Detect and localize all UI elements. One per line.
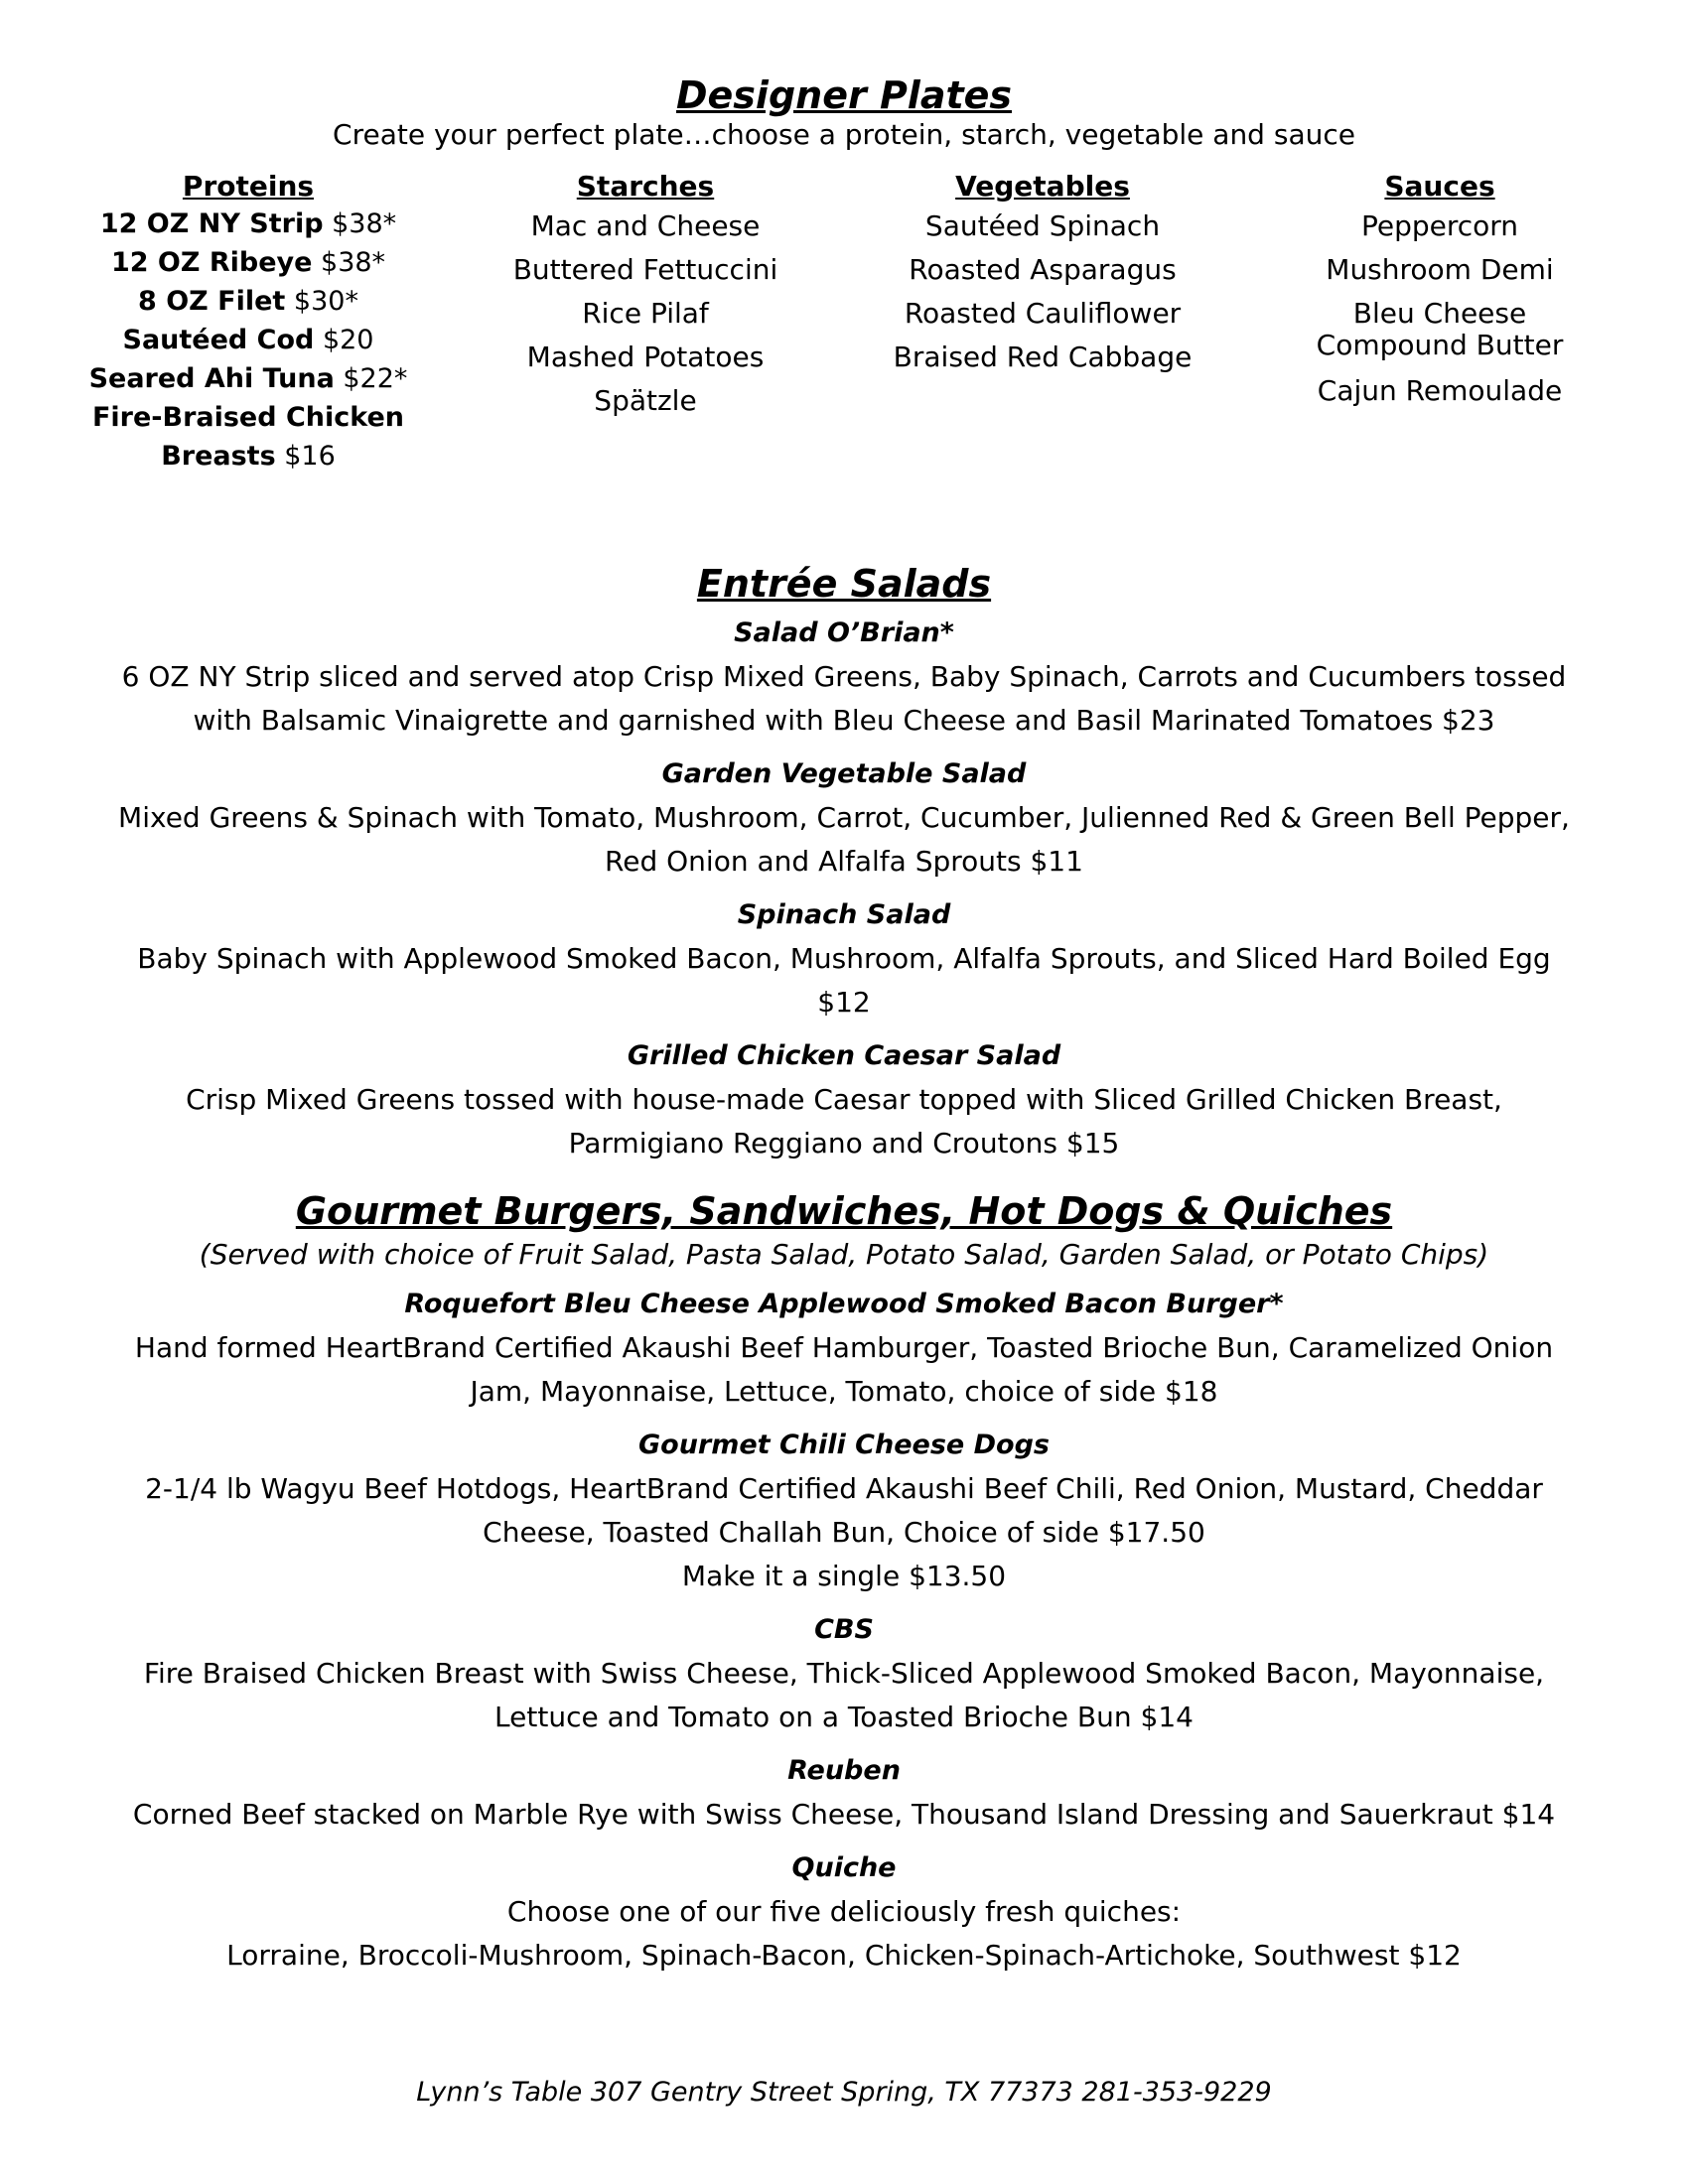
protein-name: 8 OZ Filet (138, 286, 286, 317)
sauces-column (1241, 169, 1638, 476)
protein-price: $30* (285, 286, 358, 317)
designer-plates-subtitle: Create your perfect plate…choose a protein, starch, vegetable and sauce (333, 118, 1355, 151)
starches-heading: Starches (576, 170, 715, 203)
starch-item: Rice Pilaf (582, 297, 709, 330)
item-description: Corned Beef stacked on Marble Rye with Swiss Cheese, Thousand Island Dressing and Sauerkraut $14 (132, 1798, 1556, 1831)
protein-price: $20 (314, 325, 374, 355)
starch-item: Spätzle (594, 384, 697, 417)
protein-name: Sautéed Cod (122, 325, 315, 355)
protein-name: 12 OZ NY Strip (99, 208, 324, 239)
protein-price: $16 (275, 441, 336, 472)
entree-salads-title: Entrée Salads (696, 562, 992, 606)
item-description: Fire Braised Chicken Breast with Swiss Cheese, Thick-Sliced Applewood Smoked Bacon, Mayonnaise, Lettuce and Tomato on a Toasted Brioche Bun $14 (143, 1657, 1545, 1733)
protein-item (50, 243, 447, 282)
item-description: Crisp Mixed Greens tossed with house-made Caesar topped with Sliced Grilled Chicken Breast, Parmigiano Reggiano and Croutons $15 (186, 1083, 1502, 1160)
designer-plates-columns (0, 169, 1688, 476)
sauce-line: Compound Butter (1316, 329, 1564, 361)
sauce-item: Peppercorn (1360, 209, 1519, 242)
item-title: Salad O’Brian* (734, 617, 954, 648)
protein-item (50, 437, 447, 476)
item-description: Baby Spinach with Applewood Smoked Bacon, Mushroom, Alfalfa Sprouts, and Sliced Hard Boiled Egg $12 (137, 942, 1551, 1019)
vegetable-item: Roasted Asparagus (909, 253, 1177, 286)
item-extra: Make it a single $13.50 (681, 1560, 1007, 1592)
designer-plates-section (0, 73, 1688, 476)
protein-price: $38* (323, 208, 397, 239)
menu-item (0, 1038, 1688, 1165)
sauces-heading: Sauces (1384, 170, 1495, 203)
item-title: Garden Vegetable Salad (661, 758, 1027, 789)
starch-item: Mashed Potatoes (526, 341, 765, 373)
menu-item (0, 1287, 1688, 1414)
menu-item (0, 615, 1688, 743)
menu-item (0, 756, 1688, 884)
starch-item: Buttered Fettuccini (512, 253, 778, 286)
gourmet-subtitle: (Served with choice of Fruit Salad, Pasta Salad, Potato Salad, Garden Salad, or Potato Chips) (199, 1238, 1489, 1271)
protein-item (50, 205, 447, 243)
vegetable-item: Roasted Cauliflower (904, 297, 1182, 330)
protein-name: 12 OZ Ribeye (110, 247, 313, 278)
sauce-item: Cajun Remoulade (1317, 374, 1563, 407)
menu-item (0, 1612, 1688, 1739)
gourmet-title: Gourmet Burgers, Sandwiches, Hot Dogs & Quiches (295, 1189, 1393, 1233)
designer-plates-title: Designer Plates (675, 73, 1013, 117)
item-title: Spinach Salad (737, 899, 951, 930)
protein-item (50, 321, 447, 359)
entree-salads-section (0, 562, 1688, 1165)
item-title: Quiche (791, 1852, 897, 1883)
sauce-item: Mushroom Demi (1326, 253, 1554, 286)
item-title: Roquefort Bleu Cheese Applewood Smoked Bacon Burger* (404, 1289, 1284, 1319)
proteins-column (50, 169, 447, 476)
restaurant-footer: Lynn’s Table 307 Gentry Street Spring, TX 77373 281-353-9229 (416, 2077, 1272, 2108)
vegetable-item: Sautéed Spinach (924, 209, 1161, 242)
item-description: 2-1/4 lb Wagyu Beef Hotdogs, HeartBrand Certified Akaushi Beef Chili, Red Onion, Mustard, Cheddar Cheese, Toasted Challah Bun, Choice of side $17.50 (145, 1472, 1543, 1549)
item-title: Reuben (787, 1755, 901, 1786)
starch-item: Mac and Cheese (530, 209, 761, 242)
item-extra: Lorraine, Broccoli-Mushroom, Spinach-Bacon, Chicken-Spinach-Artichoke, Southwest $12 (226, 1939, 1462, 1972)
item-title: CBS (814, 1614, 874, 1645)
protein-item (50, 359, 447, 398)
vegetables-column (844, 169, 1241, 476)
menu-item (0, 897, 1688, 1024)
protein-name: Breasts (161, 441, 276, 472)
protein-item (50, 282, 447, 321)
vegetable-item: Braised Red Cabbage (893, 341, 1193, 373)
item-title: Gourmet Chili Cheese Dogs (637, 1430, 1050, 1460)
item-description: Hand formed HeartBrand Certified Akaushi Beef Hamburger, Toasted Brioche Bun, Caramelized Onion Jam, Mayonnaise, Lettuce, Tomato, choice of side $18 (134, 1331, 1554, 1408)
sauce-line: Bleu Cheese (1352, 297, 1527, 330)
protein-name: Fire-Braised Chicken (91, 402, 405, 433)
item-description: Choose one of our five deliciously fresh quiches: (506, 1895, 1182, 1928)
sauce-item (1241, 292, 1638, 369)
protein-price: $38* (312, 247, 386, 278)
proteins-heading: Proteins (182, 170, 315, 203)
gourmet-section (0, 1189, 1688, 1978)
menu-item (0, 1428, 1688, 1598)
starches-column (447, 169, 844, 476)
item-title: Grilled Chicken Caesar Salad (627, 1040, 1061, 1071)
protein-price: $22* (334, 363, 408, 394)
vegetables-heading: Vegetables (955, 170, 1130, 203)
menu-item (0, 1753, 1688, 1837)
protein-item (50, 398, 447, 437)
protein-name: Seared Ahi Tuna (88, 363, 335, 394)
menu-item (0, 1850, 1688, 1978)
item-description: Mixed Greens & Spinach with Tomato, Mushroom, Carrot, Cucumber, Julienned Red & Green Bell Pepper, Red Onion and Alfalfa Sprouts $11 (118, 801, 1570, 878)
item-description: 6 OZ NY Strip sliced and served atop Crisp Mixed Greens, Baby Spinach, Carrots and Cucumbers tossed with Balsamic Vinaigrette and garnished with Bleu Cheese and Basil Marinated Tomatoes $23 (121, 660, 1567, 737)
